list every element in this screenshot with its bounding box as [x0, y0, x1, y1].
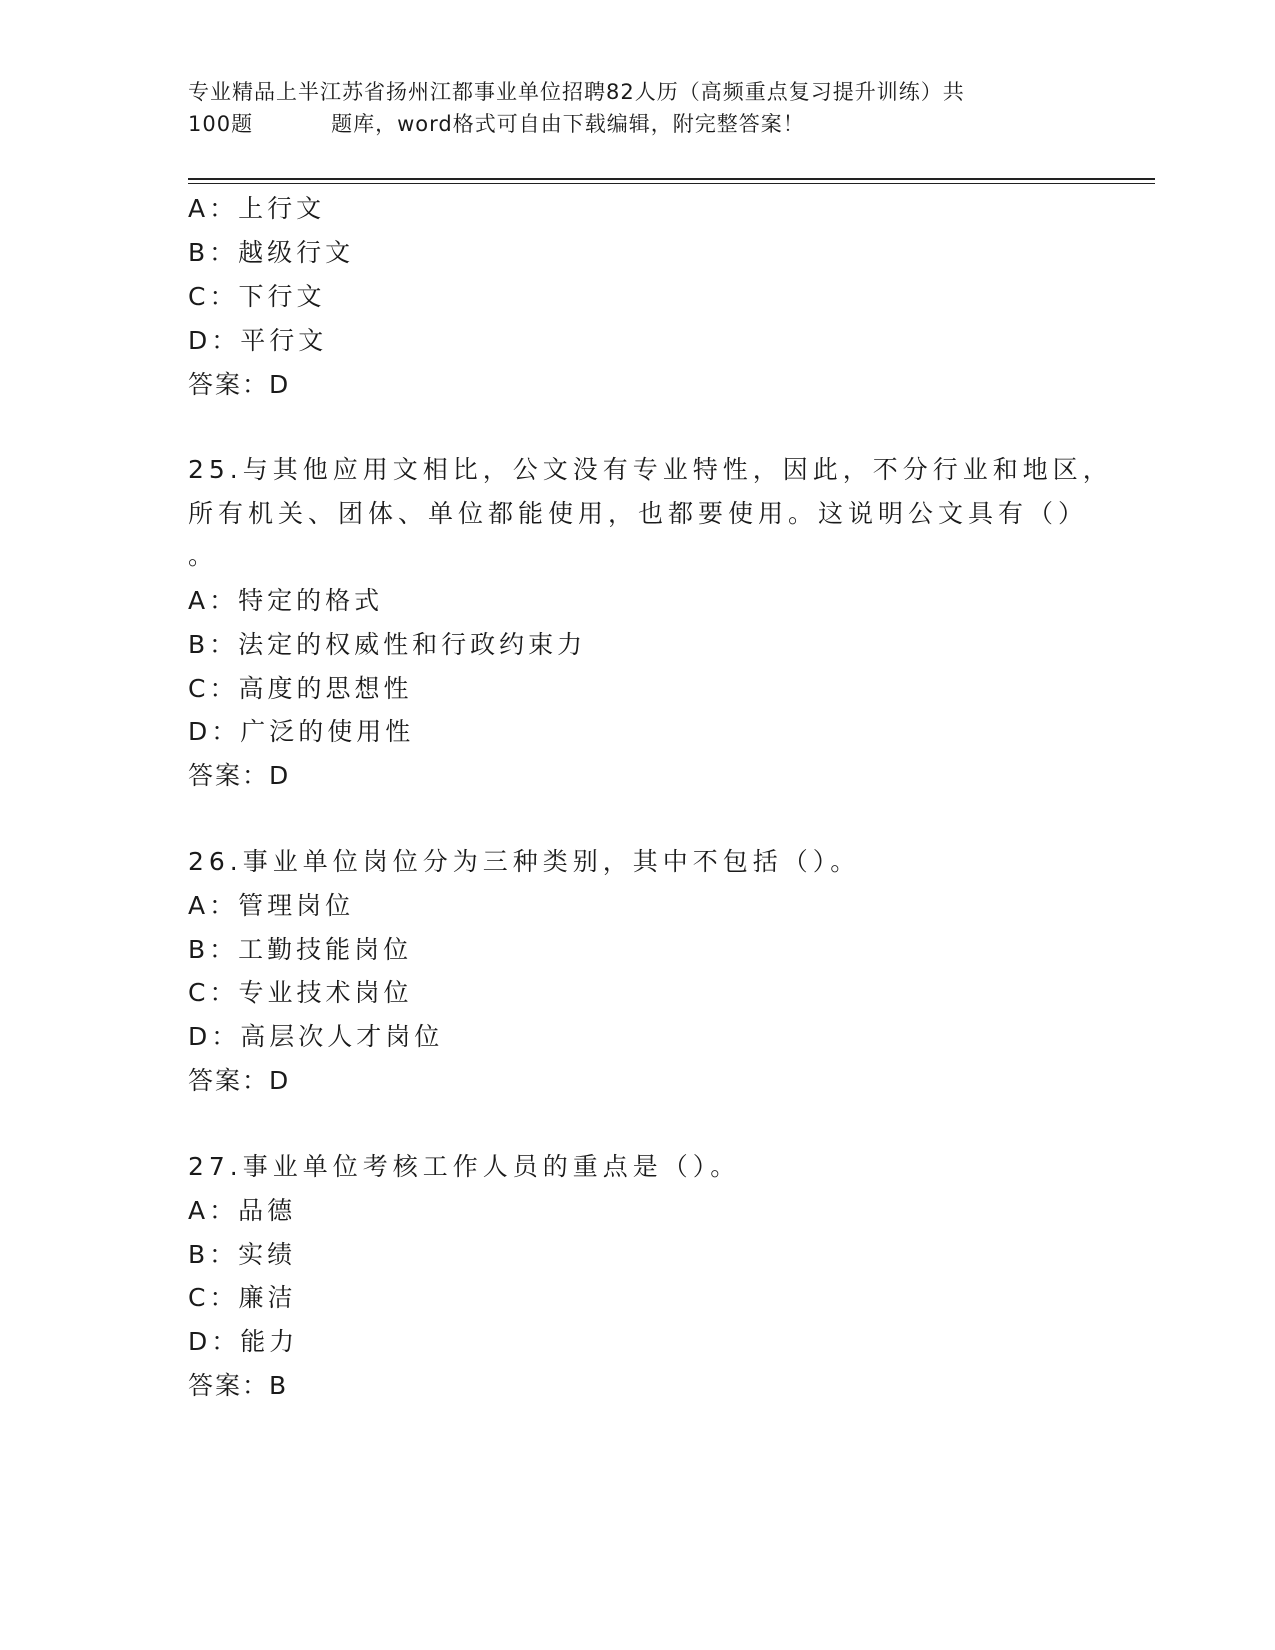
q26-option-d: D：高层次人才岗位 — [188, 1022, 444, 1051]
header-title-line-1: 专业精品上半江苏省扬州江都事业单位招聘82人历（高频重点复习提升训练）共 — [188, 80, 965, 104]
q25-option-b: B：法定的权威性和行政约束力 — [188, 630, 587, 659]
q25-option-a: A：特定的格式 — [188, 586, 384, 615]
q24-option-d: D：平行文 — [188, 326, 328, 355]
document-header — [188, 76, 1088, 140]
q27-option-d: D：能力 — [188, 1327, 299, 1356]
q27-stem: 27.事业单位考核工作人员的重点是（）。 — [188, 1152, 741, 1181]
q24-option-c: C：下行文 — [188, 282, 326, 311]
q27-answer: 答案：B — [188, 1371, 289, 1400]
header-divider-thick — [188, 178, 1155, 180]
q25-stem-line-1: 25.与其他应用文相比，公文没有专业特性，因此，不分行业和地区， — [188, 455, 1113, 484]
q27-option-b: B：实绩 — [188, 1240, 297, 1269]
q24-option-b: B：越级行文 — [188, 238, 355, 267]
q27-option-a: A：品德 — [188, 1196, 297, 1225]
q25-stem-line-2: 所有机关、团体、单位都能使用，也都要使用。这说明公文具有（） — [188, 499, 1089, 528]
q26-stem: 26.事业单位岗位分为三种类别，其中不包括（）。 — [188, 847, 861, 876]
q27-option-c: C：廉洁 — [188, 1283, 297, 1312]
q26-option-a: A：管理岗位 — [188, 891, 355, 920]
header-title-suffix: 题库，word格式可自由下载编辑，附完整答案！ — [331, 112, 805, 136]
q26-option-c: C：专业技术岗位 — [188, 978, 413, 1007]
q25-answer: 答案：D — [188, 761, 291, 790]
q24-answer: 答案：D — [188, 370, 291, 399]
q26-option-b: B：工勤技能岗位 — [188, 935, 413, 964]
header-title-line-2 — [188, 108, 1088, 140]
q26-answer: 答案：D — [188, 1066, 291, 1095]
header-divider-thin — [188, 183, 1155, 184]
q25-option-c: C：高度的思想性 — [188, 674, 413, 703]
q25-stem-line-3: 。 — [188, 541, 218, 570]
header-title-count: 100题 — [188, 112, 254, 136]
q24-option-a: A：上行文 — [188, 194, 326, 223]
q25-option-d: D：广泛的使用性 — [188, 717, 415, 746]
